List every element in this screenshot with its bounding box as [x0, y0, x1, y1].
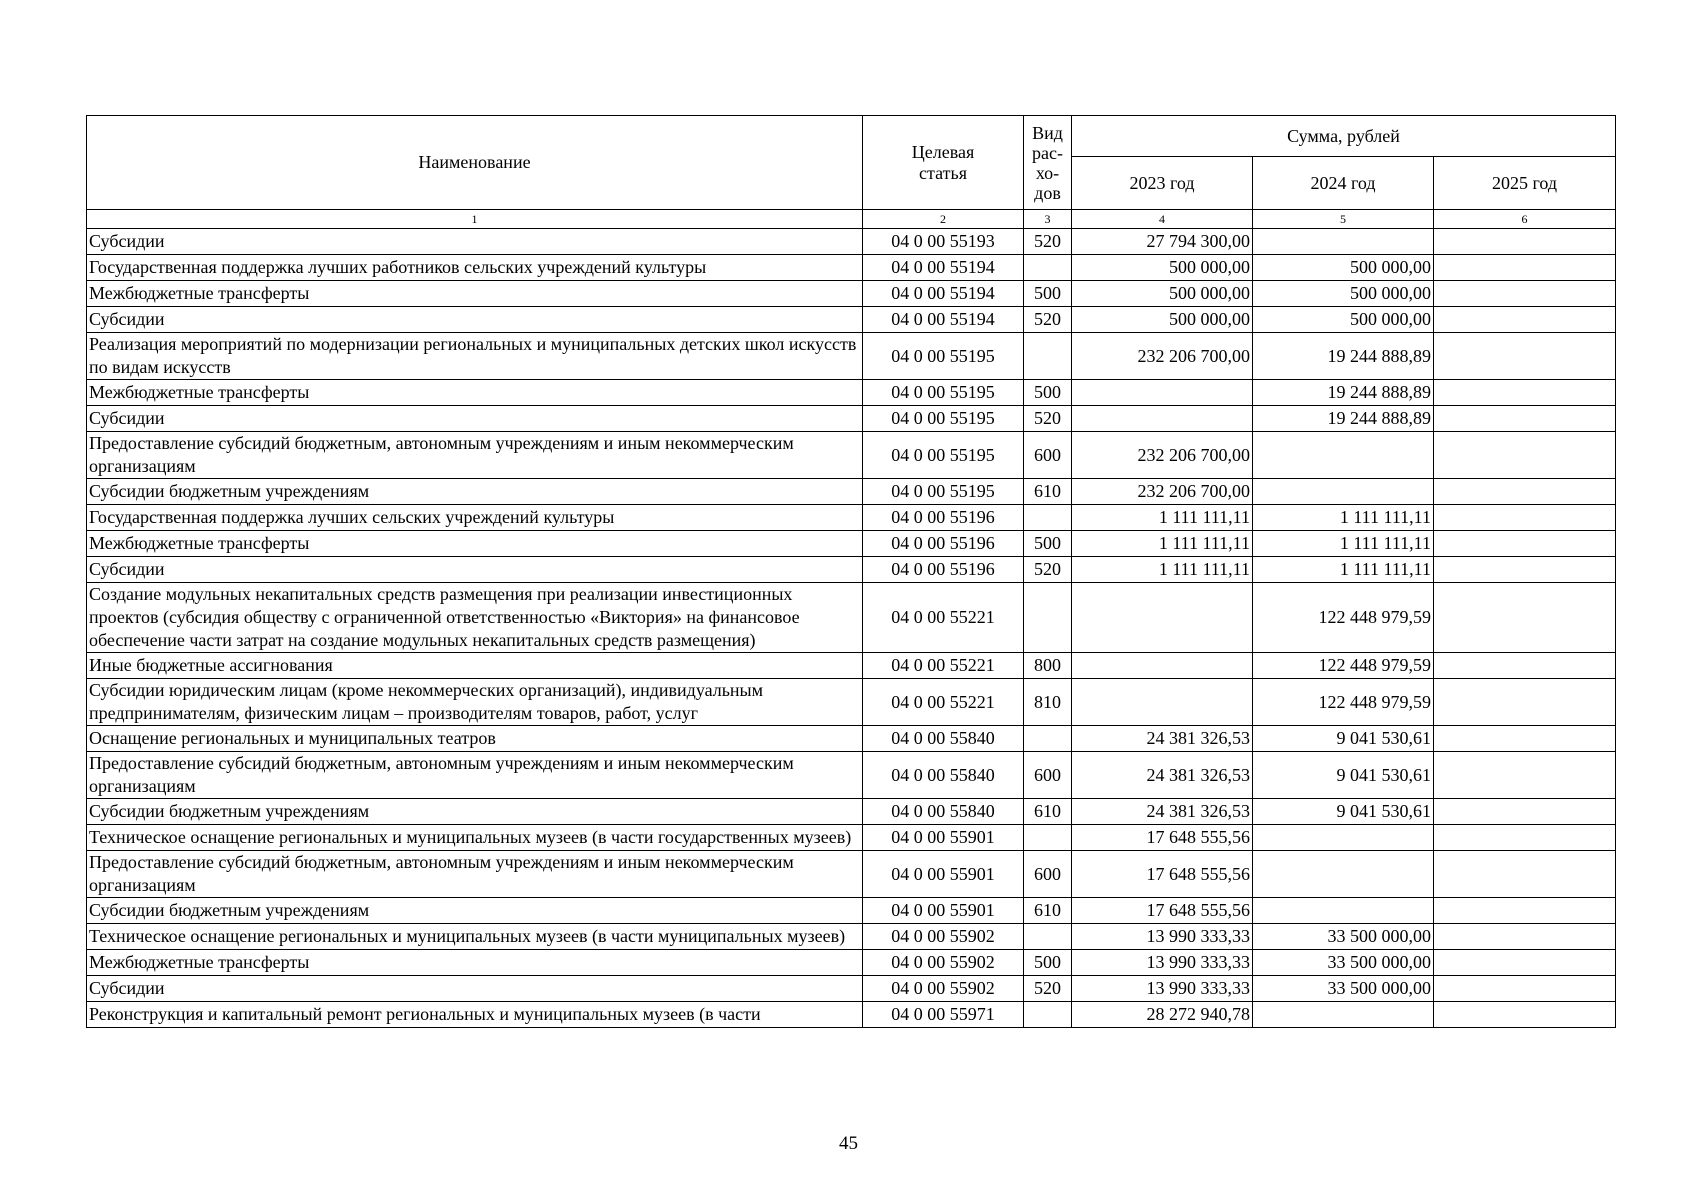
- amount-2024: 1 111 111,11: [1253, 557, 1434, 583]
- header-name: Наименование: [87, 116, 863, 210]
- amount-2025: [1434, 406, 1616, 432]
- target-article-code: 04 0 00 55901: [863, 898, 1024, 924]
- column-number: 5: [1253, 210, 1434, 229]
- amount-2023: 17 648 555,56: [1072, 851, 1253, 898]
- row-name: Субсидии юридическим лицам (кроме некоммерческих организаций), индивидуальным предпринимателям, физическим лицам – производителям товаров, работ, услуг: [87, 679, 863, 726]
- row-name: Создание модульных некапитальных средств размещения при реализации инвестиционных проектов (субсидия обществу с ограниченной ответственностью «Виктория» на финансовое обеспечение части затрат на создание модульных некапитальных средств размещения): [87, 583, 863, 653]
- row-name: Предоставление субсидий бюджетным, автономным учреждениям и иным некоммерческим организациям: [87, 432, 863, 479]
- column-number: 4: [1072, 210, 1253, 229]
- row-name: Техническое оснащение региональных и муниципальных музеев (в части государственных музеев): [87, 825, 863, 851]
- target-article-code: 04 0 00 55971: [863, 1002, 1024, 1028]
- table-row: [87, 557, 1616, 583]
- amount-2024: 122 448 979,59: [1253, 583, 1434, 653]
- amount-2025: [1434, 229, 1616, 255]
- amount-2024: [1253, 479, 1434, 505]
- target-article-code: 04 0 00 55196: [863, 505, 1024, 531]
- expense-type-code: 520: [1024, 976, 1072, 1002]
- header-target-article-text: Целевая статья: [911, 141, 975, 183]
- expense-type-code: [1024, 825, 1072, 851]
- table-row: [87, 752, 1616, 799]
- expense-type-code: 600: [1024, 851, 1072, 898]
- amount-2023: 13 990 333,33: [1072, 950, 1253, 976]
- amount-2024: 9 041 530,61: [1253, 726, 1434, 752]
- header-target-article: [863, 116, 1024, 210]
- amount-2023: 232 206 700,00: [1072, 333, 1253, 380]
- amount-2024: [1253, 1002, 1434, 1028]
- table-row: [87, 976, 1616, 1002]
- amount-2023: 500 000,00: [1072, 281, 1253, 307]
- amount-2025: [1434, 950, 1616, 976]
- amount-2023: [1072, 583, 1253, 653]
- amount-2024: 19 244 888,89: [1253, 333, 1434, 380]
- amount-2025: [1434, 479, 1616, 505]
- amount-2023: [1072, 679, 1253, 726]
- expense-type-code: 810: [1024, 679, 1072, 726]
- amount-2025: [1434, 976, 1616, 1002]
- target-article-code: 04 0 00 55901: [863, 825, 1024, 851]
- amount-2025: [1434, 851, 1616, 898]
- header-expense-type-text: Вид рас-хо-дов: [1032, 122, 1063, 203]
- amount-2025: [1434, 281, 1616, 307]
- table-row: [87, 825, 1616, 851]
- row-name: Государственная поддержка лучших работников сельских учреждений культуры: [87, 255, 863, 281]
- amount-2024: 500 000,00: [1253, 281, 1434, 307]
- row-name: Предоставление субсидий бюджетным, автономным учреждениям и иным некоммерческим организациям: [87, 752, 863, 799]
- target-article-code: 04 0 00 55196: [863, 531, 1024, 557]
- header-year-2024: 2024 год: [1253, 157, 1434, 210]
- row-name: Межбюджетные трансферты: [87, 380, 863, 406]
- expense-type-code: [1024, 924, 1072, 950]
- amount-2024: [1253, 825, 1434, 851]
- target-article-code: 04 0 00 55195: [863, 432, 1024, 479]
- row-name: Субсидии бюджетным учреждениям: [87, 479, 863, 505]
- amount-2023: 500 000,00: [1072, 307, 1253, 333]
- table-row: [87, 531, 1616, 557]
- row-name: Техническое оснащение региональных и муниципальных музеев (в части муниципальных музеев): [87, 924, 863, 950]
- table-row: [87, 851, 1616, 898]
- target-article-code: 04 0 00 55840: [863, 752, 1024, 799]
- row-name: Субсидии: [87, 406, 863, 432]
- expense-type-code: 520: [1024, 406, 1072, 432]
- row-name: Оснащение региональных и муниципальных театров: [87, 726, 863, 752]
- header-year-2025: 2025 год: [1434, 157, 1616, 210]
- row-name: Субсидии: [87, 307, 863, 333]
- amount-2023: 13 990 333,33: [1072, 924, 1253, 950]
- expense-type-code: 800: [1024, 653, 1072, 679]
- amount-2025: [1434, 924, 1616, 950]
- amount-2023: [1072, 380, 1253, 406]
- expense-type-code: [1024, 726, 1072, 752]
- table-row: [87, 799, 1616, 825]
- expense-type-code: [1024, 505, 1072, 531]
- amount-2024: 19 244 888,89: [1253, 380, 1434, 406]
- expense-type-code: 500: [1024, 950, 1072, 976]
- column-number: 6: [1434, 210, 1616, 229]
- amount-2025: [1434, 307, 1616, 333]
- amount-2023: [1072, 406, 1253, 432]
- amount-2023: 24 381 326,53: [1072, 799, 1253, 825]
- target-article-code: 04 0 00 55193: [863, 229, 1024, 255]
- expense-type-code: [1024, 333, 1072, 380]
- budget-table: [86, 115, 1616, 1028]
- amount-2024: 9 041 530,61: [1253, 799, 1434, 825]
- amount-2024: 500 000,00: [1253, 255, 1434, 281]
- amount-2025: [1434, 333, 1616, 380]
- amount-2023: 17 648 555,56: [1072, 825, 1253, 851]
- amount-2025: [1434, 825, 1616, 851]
- amount-2023: 500 000,00: [1072, 255, 1253, 281]
- target-article-code: 04 0 00 55902: [863, 976, 1024, 1002]
- row-name: Субсидии: [87, 229, 863, 255]
- row-name: Иные бюджетные ассигнования: [87, 653, 863, 679]
- target-article-code: 04 0 00 55195: [863, 479, 1024, 505]
- amount-2025: [1434, 653, 1616, 679]
- table-row: [87, 924, 1616, 950]
- row-name: Субсидии: [87, 976, 863, 1002]
- amount-2023: 24 381 326,53: [1072, 726, 1253, 752]
- amount-2023: 13 990 333,33: [1072, 976, 1253, 1002]
- amount-2025: [1434, 799, 1616, 825]
- expense-type-code: 610: [1024, 898, 1072, 924]
- table-row: [87, 583, 1616, 653]
- target-article-code: 04 0 00 55221: [863, 583, 1024, 653]
- budget-sheet: [86, 115, 1616, 1028]
- column-number: 1: [87, 210, 863, 229]
- target-article-code: 04 0 00 55194: [863, 255, 1024, 281]
- amount-2023: 1 111 111,11: [1072, 557, 1253, 583]
- target-article-code: 04 0 00 55902: [863, 924, 1024, 950]
- expense-type-code: 600: [1024, 752, 1072, 799]
- row-name: Субсидии бюджетным учреждениям: [87, 799, 863, 825]
- table-row: [87, 281, 1616, 307]
- amount-2023: 1 111 111,11: [1072, 531, 1253, 557]
- table-row: [87, 307, 1616, 333]
- table-row: [87, 229, 1616, 255]
- amount-2025: [1434, 531, 1616, 557]
- expense-type-code: 610: [1024, 479, 1072, 505]
- amount-2025: [1434, 752, 1616, 799]
- row-name: Межбюджетные трансферты: [87, 531, 863, 557]
- column-number-row: [87, 210, 1616, 229]
- target-article-code: 04 0 00 55195: [863, 380, 1024, 406]
- row-name: Государственная поддержка лучших сельских учреждений культуры: [87, 505, 863, 531]
- expense-type-code: 520: [1024, 307, 1072, 333]
- target-article-code: 04 0 00 55194: [863, 307, 1024, 333]
- amount-2024: 122 448 979,59: [1253, 653, 1434, 679]
- row-name: Предоставление субсидий бюджетным, автономным учреждениям и иным некоммерческим организациям: [87, 851, 863, 898]
- table-row: [87, 950, 1616, 976]
- amount-2023: 232 206 700,00: [1072, 432, 1253, 479]
- amount-2024: 33 500 000,00: [1253, 976, 1434, 1002]
- expense-type-code: [1024, 1002, 1072, 1028]
- table-row: [87, 333, 1616, 380]
- table-body: [87, 229, 1616, 1028]
- target-article-code: 04 0 00 55221: [863, 679, 1024, 726]
- table-row: [87, 255, 1616, 281]
- amount-2023: [1072, 653, 1253, 679]
- target-article-code: 04 0 00 55902: [863, 950, 1024, 976]
- amount-2024: [1253, 898, 1434, 924]
- table-row: [87, 653, 1616, 679]
- target-article-code: 04 0 00 55196: [863, 557, 1024, 583]
- expense-type-code: 500: [1024, 380, 1072, 406]
- expense-type-code: 610: [1024, 799, 1072, 825]
- amount-2024: 1 111 111,11: [1253, 505, 1434, 531]
- target-article-code: 04 0 00 55195: [863, 406, 1024, 432]
- table-row: [87, 432, 1616, 479]
- table-row: [87, 406, 1616, 432]
- amount-2024: 33 500 000,00: [1253, 924, 1434, 950]
- row-name: Реконструкция и капитальный ремонт региональных и муниципальных музеев (в части: [87, 1002, 863, 1028]
- amount-2025: [1434, 505, 1616, 531]
- amount-2025: [1434, 679, 1616, 726]
- amount-2024: [1253, 229, 1434, 255]
- table-row: [87, 898, 1616, 924]
- header-expense-type: [1024, 116, 1072, 210]
- row-name: Субсидии бюджетным учреждениям: [87, 898, 863, 924]
- amount-2023: 28 272 940,78: [1072, 1002, 1253, 1028]
- amount-2023: 24 381 326,53: [1072, 752, 1253, 799]
- row-name: Межбюджетные трансферты: [87, 950, 863, 976]
- target-article-code: 04 0 00 55901: [863, 851, 1024, 898]
- expense-type-code: 520: [1024, 229, 1072, 255]
- table-row: [87, 380, 1616, 406]
- column-number: 2: [863, 210, 1024, 229]
- page-number: 45: [839, 1133, 858, 1154]
- header-amount: Сумма, рублей: [1072, 116, 1616, 157]
- amount-2023: 232 206 700,00: [1072, 479, 1253, 505]
- amount-2025: [1434, 380, 1616, 406]
- amount-2024: [1253, 851, 1434, 898]
- expense-type-code: 600: [1024, 432, 1072, 479]
- table-row: [87, 679, 1616, 726]
- amount-2024: 19 244 888,89: [1253, 406, 1434, 432]
- row-name: Межбюджетные трансферты: [87, 281, 863, 307]
- amount-2023: 17 648 555,56: [1072, 898, 1253, 924]
- row-name: Реализация мероприятий по модернизации региональных и муниципальных детских школ искусств по видам искусств: [87, 333, 863, 380]
- amount-2024: 500 000,00: [1253, 307, 1434, 333]
- header-year-2023: 2023 год: [1072, 157, 1253, 210]
- expense-type-code: [1024, 255, 1072, 281]
- amount-2024: 9 041 530,61: [1253, 752, 1434, 799]
- amount-2024: 122 448 979,59: [1253, 679, 1434, 726]
- amount-2025: [1434, 432, 1616, 479]
- amount-2025: [1434, 583, 1616, 653]
- amount-2025: [1434, 1002, 1616, 1028]
- amount-2024: 1 111 111,11: [1253, 531, 1434, 557]
- amount-2023: 27 794 300,00: [1072, 229, 1253, 255]
- amount-2025: [1434, 898, 1616, 924]
- expense-type-code: [1024, 583, 1072, 653]
- target-article-code: 04 0 00 55195: [863, 333, 1024, 380]
- amount-2025: [1434, 557, 1616, 583]
- column-number: 3: [1024, 210, 1072, 229]
- target-article-code: 04 0 00 55194: [863, 281, 1024, 307]
- amount-2024: 33 500 000,00: [1253, 950, 1434, 976]
- target-article-code: 04 0 00 55840: [863, 726, 1024, 752]
- amount-2024: [1253, 432, 1434, 479]
- expense-type-code: 500: [1024, 281, 1072, 307]
- table-row: [87, 1002, 1616, 1028]
- table-row: [87, 505, 1616, 531]
- row-name: Субсидии: [87, 557, 863, 583]
- target-article-code: 04 0 00 55840: [863, 799, 1024, 825]
- expense-type-code: 520: [1024, 557, 1072, 583]
- amount-2025: [1434, 255, 1616, 281]
- table-row: [87, 726, 1616, 752]
- amount-2023: 1 111 111,11: [1072, 505, 1253, 531]
- table-row: [87, 479, 1616, 505]
- amount-2025: [1434, 726, 1616, 752]
- expense-type-code: 500: [1024, 531, 1072, 557]
- target-article-code: 04 0 00 55221: [863, 653, 1024, 679]
